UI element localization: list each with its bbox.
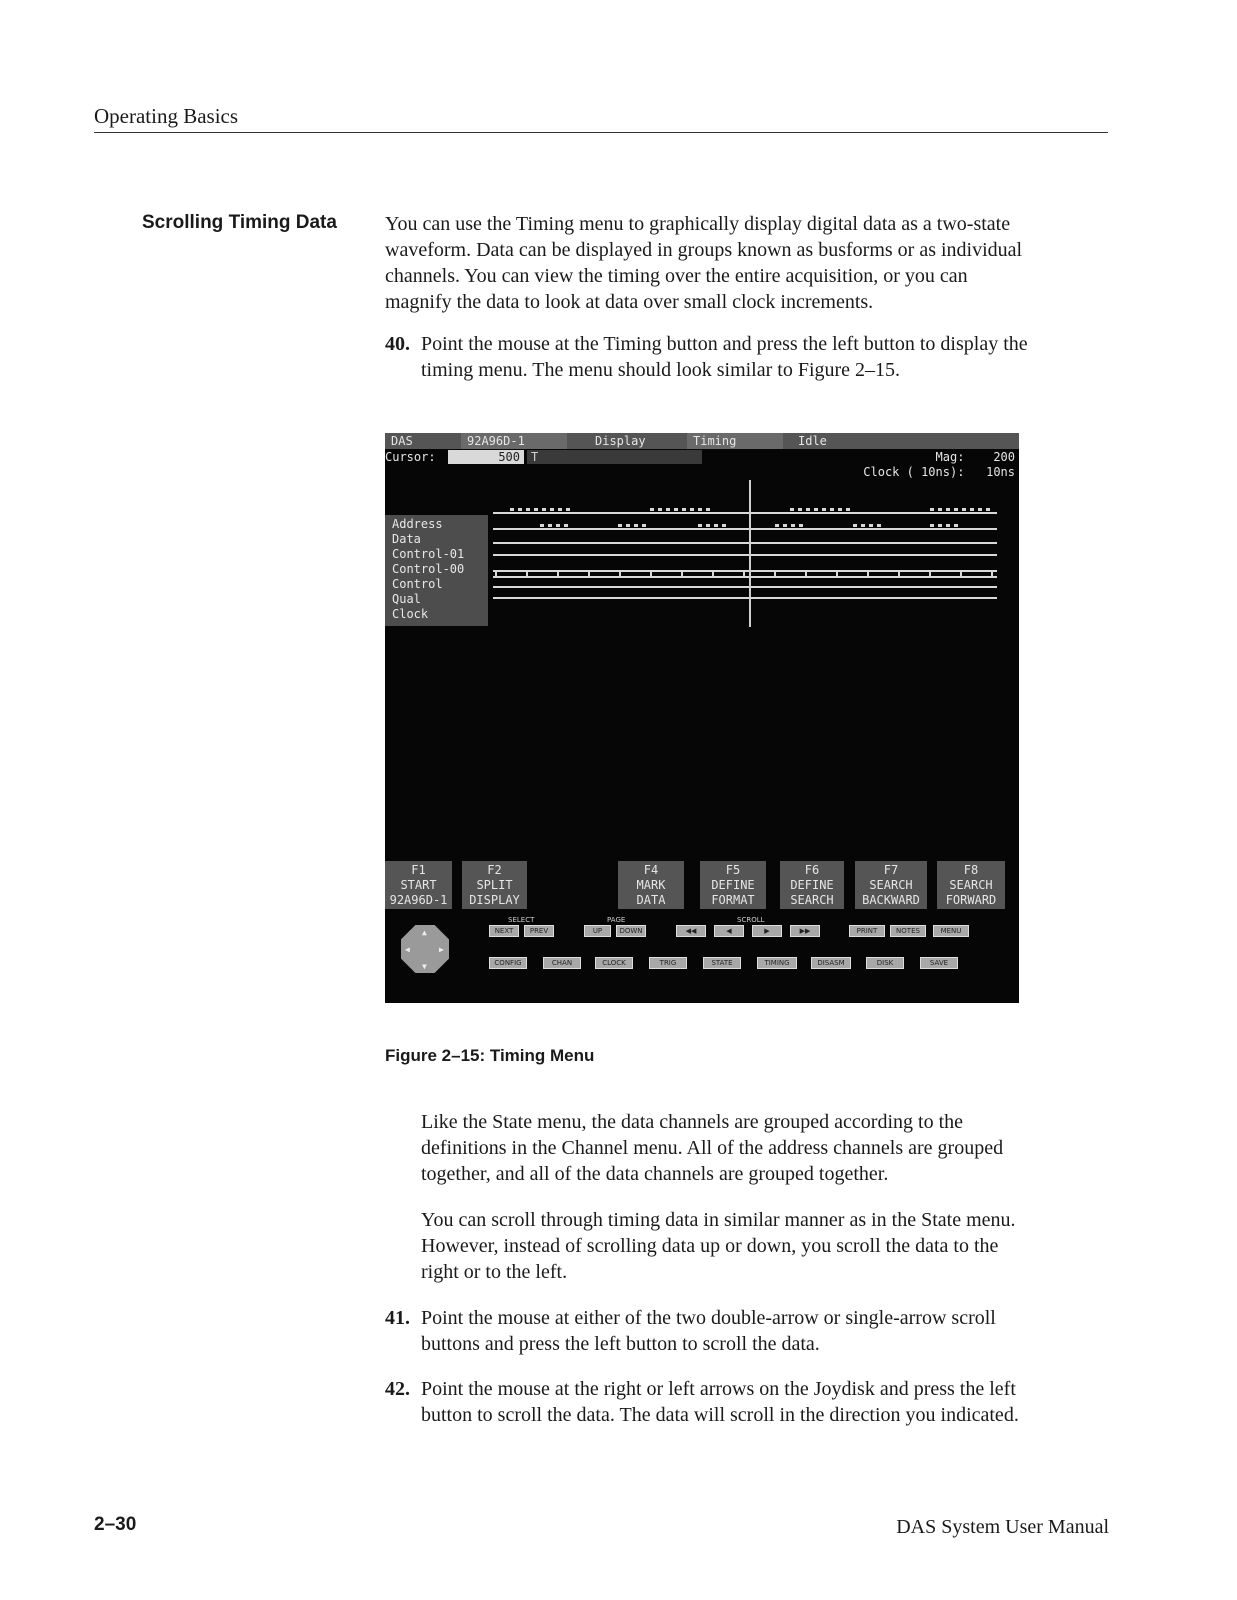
- select-group-label: SELECT: [508, 916, 535, 924]
- f1-key[interactable]: F1 START 92A96D-1: [385, 861, 452, 909]
- mag-readout: [863, 450, 1015, 480]
- paragraph-line: right or to the left.: [421, 1261, 568, 1283]
- scroll-right-button[interactable]: ▶: [752, 925, 782, 937]
- running-header: Operating Basics: [94, 104, 239, 128]
- clock-line: Clock ( 10ns): 10ns: [863, 465, 1015, 479]
- paragraph-line: However, instead of scrolling data up or down, you scroll the data to the: [421, 1235, 999, 1257]
- timing-button[interactable]: TIMING: [757, 957, 797, 969]
- channel-label: Control: [392, 577, 443, 591]
- trig-button[interactable]: TRIG: [649, 957, 687, 969]
- disk-button[interactable]: DISK: [866, 957, 904, 969]
- joydisk-up-icon[interactable]: ▲: [422, 928, 427, 937]
- data-transitions: [618, 524, 646, 527]
- data-transitions: [775, 524, 803, 527]
- joydisk-right-icon[interactable]: ▶: [439, 945, 444, 954]
- address-transitions: [790, 508, 850, 511]
- data-transitions: [698, 524, 726, 527]
- clock-button[interactable]: CLOCK: [595, 957, 633, 969]
- intro-paragraph: [385, 211, 1022, 315]
- screen-tab: Display: [595, 434, 646, 448]
- channel-label: Clock: [392, 607, 429, 621]
- channel-label: Control-00: [392, 562, 465, 576]
- step-line: Point the mouse at either of the two double-arrow or single-arrow scroll: [421, 1307, 996, 1329]
- step-line: buttons and press the left button to scroll the data.: [421, 1333, 820, 1355]
- cursor-value: 500: [448, 450, 524, 464]
- control-01-waveform: [493, 542, 997, 544]
- address-transitions: [930, 508, 990, 511]
- channel-label: Data: [392, 532, 421, 546]
- step-text: [421, 1305, 1111, 1357]
- prev-button[interactable]: PREV: [524, 925, 554, 937]
- section-title: Scrolling Timing Data: [142, 212, 337, 233]
- paragraph-line: definitions in the Channel menu. All of the address channels are grouped: [421, 1137, 1004, 1159]
- data-transitions: [853, 524, 881, 527]
- state-button[interactable]: STATE: [703, 957, 741, 969]
- f4-key[interactable]: F4 MARK DATA: [618, 861, 684, 909]
- config-button[interactable]: CONFIG: [489, 957, 527, 969]
- step-text: [421, 331, 1111, 383]
- joydisk-left-icon[interactable]: ◀: [405, 945, 410, 954]
- f2-key[interactable]: F2 SPLIT DISPLAY: [462, 861, 527, 909]
- channel-label: Qual: [392, 592, 421, 606]
- paragraph-line: You can scroll through timing data in similar manner as in the State menu.: [421, 1209, 1016, 1231]
- screen-tab: 92A96D-1: [461, 433, 567, 449]
- intro-line: waveform. Data can be displayed in groups known as busforms or as individual: [385, 239, 1023, 261]
- step-number: 42.: [385, 1378, 410, 1400]
- screen-tab: Timing: [687, 433, 783, 449]
- print-button[interactable]: PRINT: [849, 925, 885, 937]
- page-group-label: PAGE: [607, 916, 626, 924]
- qual-waveform: [493, 586, 997, 588]
- paragraph-grouping: [421, 1109, 1003, 1187]
- cursor-line: [749, 480, 751, 627]
- step-text: [421, 1376, 1111, 1428]
- step-line: Point the mouse at the Timing button and press the left button to display the: [421, 333, 1028, 355]
- address-waveform: [493, 512, 997, 514]
- clock-waveform: [493, 597, 997, 599]
- f7-key[interactable]: F7 SEARCH BACKWARD: [855, 861, 927, 909]
- data-transitions: [930, 524, 958, 527]
- f6-key[interactable]: F6 DEFINE SEARCH: [780, 861, 844, 909]
- step-number: 40.: [385, 333, 410, 355]
- page-number: 2–30: [94, 1514, 137, 1535]
- address-transitions: [650, 508, 710, 511]
- scroll-group-label: SCROLL: [737, 916, 765, 924]
- next-button[interactable]: NEXT: [489, 925, 519, 937]
- scroll-left-button[interactable]: ◀: [714, 925, 744, 937]
- intro-line: You can use the Timing menu to graphically display digital data as a two-state: [385, 213, 1011, 235]
- page-down-button[interactable]: DOWN: [616, 925, 646, 937]
- timing-menu-screenshot: [385, 433, 1019, 1003]
- header-rule: [94, 132, 1108, 133]
- address-transitions: [510, 508, 570, 511]
- control-00-waveform: [493, 554, 997, 556]
- disasm-button[interactable]: DISASM: [811, 957, 851, 969]
- data-waveform: [493, 528, 997, 530]
- step-line: Point the mouse at the right or left arrows on the Joydisk and press the left: [421, 1378, 1016, 1400]
- paragraph-scrolling: [421, 1207, 1016, 1285]
- paragraph-line: Like the State menu, the data channels are grouped according to the: [421, 1111, 964, 1133]
- channel-label: Control-01: [392, 547, 465, 561]
- f5-key[interactable]: F5 DEFINE FORMAT: [700, 861, 766, 909]
- f8-key[interactable]: F8 SEARCH FORWARD: [937, 861, 1005, 909]
- page-up-button[interactable]: UP: [584, 925, 611, 937]
- step-line: button to scroll the data. The data will scroll in the direction you indicated.: [421, 1404, 1019, 1426]
- channel-label: Address: [392, 517, 443, 531]
- notes-button[interactable]: NOTES: [890, 925, 926, 937]
- control-transitions: [495, 570, 995, 578]
- chan-button[interactable]: CHAN: [543, 957, 581, 969]
- step-number: 41.: [385, 1307, 410, 1329]
- intro-line: magnify the data to look at data over small clock increments.: [385, 291, 874, 313]
- data-transitions: [540, 524, 568, 527]
- intro-line: channels. You can view the timing over the entire acquisition, or you can: [385, 265, 968, 287]
- screen-tab: Idle: [798, 434, 827, 448]
- manual-title: DAS System User Manual: [896, 1516, 1109, 1538]
- screen-tab: DAS: [391, 434, 413, 448]
- mag-line: Mag: 200: [935, 450, 1015, 464]
- scroll-fast-left-button[interactable]: ◀◀: [676, 925, 706, 937]
- joydisk-down-icon[interactable]: ▼: [422, 962, 427, 971]
- menu-button[interactable]: MENU: [933, 925, 969, 937]
- step-line: timing menu. The menu should look similar to Figure 2–15.: [421, 359, 901, 381]
- paragraph-line: together, and all of the data channels are grouped together.: [421, 1163, 889, 1185]
- scroll-fast-right-button[interactable]: ▶▶: [790, 925, 820, 937]
- figure-caption: Figure 2–15: Timing Menu: [385, 1046, 595, 1065]
- save-button[interactable]: SAVE: [920, 957, 958, 969]
- cursor-marker: T: [527, 450, 702, 464]
- cursor-label: Cursor:: [385, 450, 436, 464]
